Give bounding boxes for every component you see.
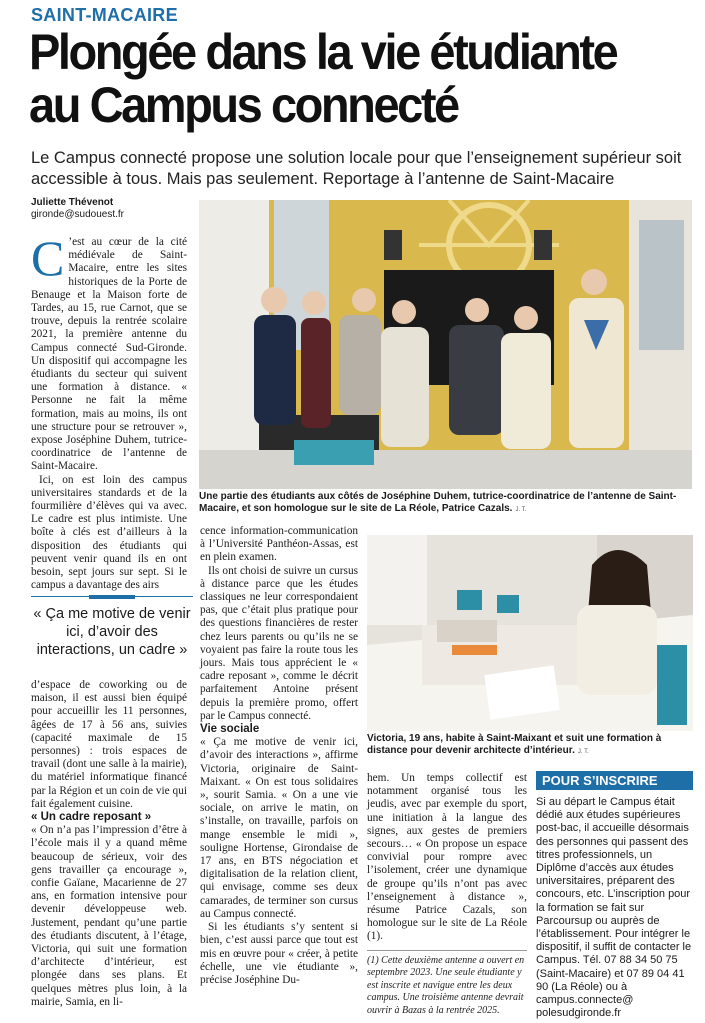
author-email[interactable]: gironde@sudouest.fr <box>31 209 124 220</box>
drop-cap: C <box>31 230 65 286</box>
footnote-divider <box>367 950 527 951</box>
group-photo <box>199 200 692 489</box>
standfirst: Le Campus connecté propose une solution locale pour que l’enseignement supérieur soit accessible à tous. Mais pas seulement. Reportage à l’antenne de Saint-Macaire <box>31 149 682 188</box>
paragraph: d’espace de coworking ou de maison, il est aussi bien équipé pour accueillir les 11 personnes, âgées de 17 à 56 ans, suivies (capacité maximale de 15 personnes) : trois espaces de travail (dont une salle à la mairie), du matériel informatique financé par la Région et un coin de vie qui fait également cuisine. <box>31 679 187 810</box>
author-name: Juliette Thévenot <box>31 197 114 208</box>
paragraph: hem. Un temps collectif est notamment organisé tous les jeudis, avec par exemple du sport, une initiation à la langue des signes, aux gestes de premiers secours… « On propose un espace convivial pour rompre avec l’isolement, créer une dynamique de groupe qu’ils n’ont pas avec l’enseignement à distance », résume Patrice Cazals, son homologue sur le site de La Réole (1). <box>367 772 527 943</box>
paragraph: « Ça me motive de venir ici, d’avoir des interactions », affirme Victoria, originaire de Saint-Maixant. « On est tous solidaires », sourit Samia. « On a une vie sociale, on arrive le matin, on s’installe, on travaille, parfois on mange ensemble le midi », souligne Hortense, Girondaise de 17 ans, en BTS négociation et digitalisation de la relation client, qui envisage, comme ses deux camarades, de terminer son cursus au Campus connecté. <box>200 736 358 920</box>
photo-caption: Une partie des étudiants aux côtés de Joséphine Duhem, tutrice-coordinatrice de l’antenne de Saint-Macaire, et son homologue sur le site de La Réole, Patrice Cazals. J. T. <box>199 491 677 514</box>
group-photo-illustration <box>199 200 692 489</box>
student-photo <box>367 535 693 731</box>
paragraph: Si les étudiants s’y sentent si bien, c’est aussi parce que tout est mis en œuvre pour « créer, à petite échelle, une vie étudiante », précise Joséphine Du- <box>200 921 358 986</box>
photo-credit: J. T. <box>515 507 527 513</box>
column-1 <box>31 230 187 592</box>
sidebar-body: Si au départ le Campus était dédié aux études supérieures post-bac, il accueille désormais des personnes qui passent des titres professionnels, un Diplôme d’accès aux études universitaires, préparent des concours, etc. L’inscription pour la formation se fait sur Parcoursup ou auprès de l’établissement. Pour intégrer le dispositif, il suffit de contacter le Campus. Tél. 07 88 34 50 75 (Saint-Macaire) et 07 89 04 41 90 (La Réole) ou à campus.connecte@ polesudgironde.fr <box>536 796 692 1020</box>
pull-quote: « Ça me motive de venir ici, d’avoir des interactions, un cadre » <box>31 596 193 659</box>
subheading: « Un cadre reposant » <box>31 811 152 824</box>
column-3 <box>367 772 527 944</box>
photo-caption: Victoria, 19 ans, habite à Saint-Maixant et suit une formation à distance pour devenir architecte d’intérieur. J. T. <box>367 733 662 756</box>
column-1-continued <box>31 679 187 1009</box>
paragraph: cence information-communication à l’Université Panthéon-Assas, est en plein examen. <box>200 525 358 564</box>
byline <box>31 197 124 221</box>
photo-credit: J. T. <box>577 749 589 755</box>
sidebar-title: POUR S’INSCRIRE <box>536 771 693 790</box>
paragraph: « On n’a pas l’impression d’être à l’école mais il y a quand même beaucoup de sérieux, voir des gens travailler ça encourage », confie Gaïane, Macarienne de 27 ans, en formation intensive pour devenir développeuse web. Justement, pendant qu’une partie des étudiants discutent, à l’étage, Victoria, qui suit une formation d’architecte d’intérieur, est plongée dans ses plans. Et quelques mètres plus loin, à la mairie, Samia, en li- <box>31 824 187 1008</box>
paragraph: Ici, on est loin des campus universitaires standards et de la fourmilière d’élèves qui va avec. Le cadre est plus intimiste. Une boîte à clés est d’ailleurs à la disposition des étudiants qui peuvent venir quand ils en ont besoin, sept jours sur sept. Si le campus a davantage des airs <box>31 473 187 592</box>
kicker: SAINT-MACAIRE <box>31 5 178 25</box>
subheading: Vie sociale <box>200 723 260 736</box>
headline: Plongée dans la vie étudiante au Campus connecté <box>29 24 617 133</box>
footnote: (1) Cette deuxième antenne a ouvert en septembre 2023. Une seule étudiante y est inscrite et navigue entre les deux campus. Une troisième antenne devrait ouvrir à Bazas à la rentrée 2025. <box>367 955 525 1016</box>
column-2 <box>200 525 358 987</box>
pull-quote-bar <box>89 595 135 599</box>
paragraph: C ’est au cœur de la cité médiévale de Saint-Macaire, entre les sites historiques de la Porte de Benauge et la Maison forte de Tardes, au 15, rue Carnot, que se trouve, depuis la rentrée scolaire 2021, la première antenne du Campus connecté Sud-Gironde. Un dispositif qui accompagne les étudiants du secteur qui suivent une formation à distance. « Personne ne fait la même formation, mais au moins, ils ont une structure pour se retrouver », expose Joséphine Duhem, tutrice-coordinatrice de l’antenne de Saint-Macaire. <box>31 230 187 473</box>
paragraph: Ils ont choisi de suivre un cursus à distance parce que les études classiques ne leur correspondaient pas, que c’était plus pratique pour des questions financières de rester chez leurs parents ou qu’ils ne se voyaient pas faire la route tous les jours. Mais tous apprécient le « cadre reposant », comme le décrit parfaitement Antoine présent depuis la première promo, offert par le Campus connecté. <box>200 564 358 722</box>
student-photo-illustration <box>367 535 693 731</box>
